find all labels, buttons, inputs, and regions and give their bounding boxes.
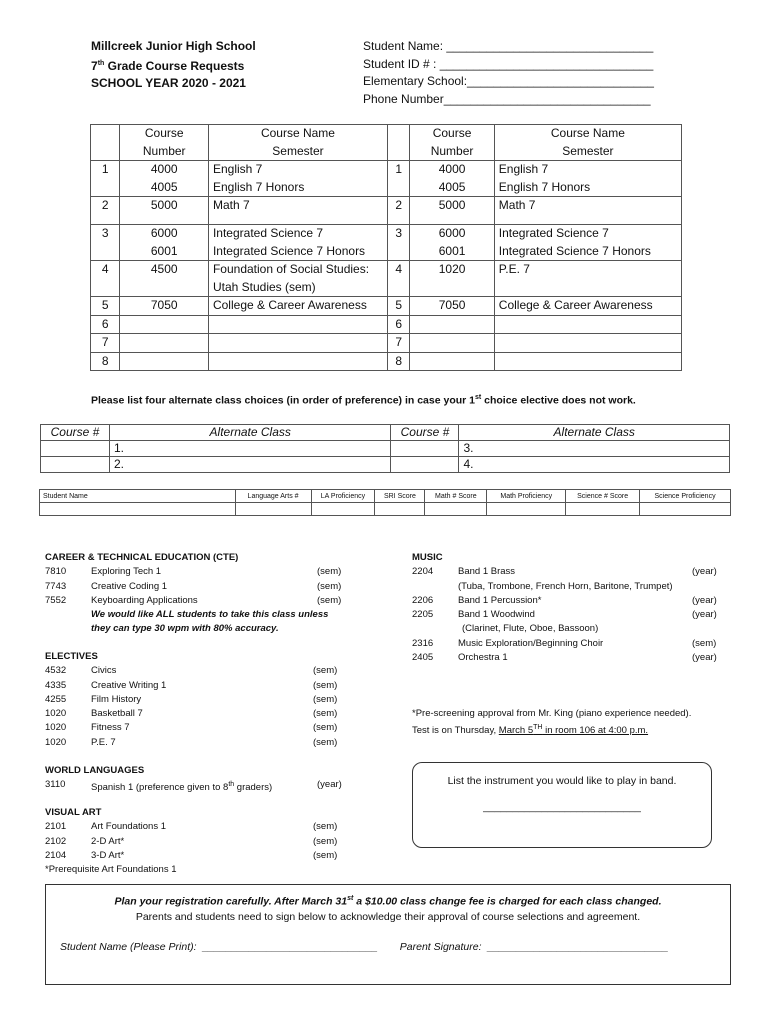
score-col-header: Math Proficiency (487, 490, 566, 503)
cell-line: English 7 Honors (498, 179, 591, 194)
score-col-header: Student Name (40, 490, 236, 503)
score-col-header: LA Proficiency (311, 490, 375, 503)
instrument-box[interactable] (412, 762, 712, 848)
course-line (45, 835, 355, 849)
course-name-cell[interactable] (208, 334, 387, 353)
cte-note: We would like ALL students to take this class unless (91, 609, 329, 621)
course-number-cell[interactable] (410, 197, 494, 225)
course-name-cell[interactable] (208, 297, 387, 316)
course-name: Creative Coding 1 (91, 580, 168, 592)
course-name (91, 778, 317, 795)
cell-line: 6001 (438, 243, 466, 258)
course-row (91, 161, 682, 197)
course-term: (sem) (317, 580, 342, 592)
cell-line: 5000 (150, 198, 178, 212)
alt-course-input[interactable] (41, 457, 110, 473)
course-line (45, 664, 355, 678)
h: Course Name (260, 126, 335, 140)
course-line (412, 608, 722, 622)
sup: st (474, 394, 482, 401)
parent-signature-label: Parent Signature: (399, 940, 482, 953)
course-row (91, 352, 682, 371)
music-section (412, 551, 722, 665)
brass-instruments: (Tuba, Trombone, French Horn, Baritone, Trumpet) (458, 580, 673, 592)
cell-line: Integrated Science 7 Honors (498, 243, 651, 258)
course-name: Civics (91, 665, 117, 677)
student-name-line[interactable]: ______________________________ (202, 940, 378, 953)
h: Semester (272, 143, 324, 158)
row-number: 4 (91, 261, 120, 297)
music-notes (412, 707, 742, 739)
col-course-name (494, 125, 681, 161)
school-year: SCHOOL YEAR 2020 - 2021 (91, 76, 246, 90)
alt-class-input[interactable]: 4. (459, 457, 730, 473)
course-number-cell[interactable] (410, 334, 494, 353)
h: Course (432, 126, 472, 140)
course-num: 1020 (45, 708, 67, 720)
t: graders) (234, 782, 273, 794)
phone-field[interactable]: Phone Number_______________________________ (363, 91, 651, 106)
row-number: 3 (387, 225, 409, 261)
col-course-number (410, 125, 494, 161)
test-date (499, 725, 648, 736)
course-row (91, 334, 682, 353)
course-term: (sem) (313, 821, 338, 833)
course-name: Band 1 Woodwind (458, 609, 535, 621)
row-number: 4 (387, 261, 409, 297)
cell-line: 6001 (150, 243, 178, 258)
course-name: 2-D Art* (91, 835, 125, 847)
course-name: Band 1 Percussion* (458, 594, 542, 606)
cell-line: 7050 (150, 298, 178, 312)
sup: th (228, 781, 235, 789)
course-name: Art Foundations 1 (91, 821, 166, 833)
score-cell[interactable] (235, 503, 311, 516)
cte-note: they can type 30 wpm with 80% accuracy. (91, 623, 279, 635)
score-col-header: Math # Score (425, 490, 487, 503)
cell-line: 7050 (438, 298, 466, 312)
score-cell[interactable] (640, 503, 731, 516)
cell-line: 6000 (150, 226, 178, 240)
school-header (91, 38, 256, 92)
row-number: 7 (91, 334, 120, 353)
course-num: 2405 (412, 652, 434, 664)
alt-class-input[interactable]: 2. (109, 457, 391, 473)
course-line (45, 693, 355, 707)
course-name: 3-D Art* (91, 849, 125, 861)
h: Course Name (550, 126, 625, 140)
h: Course (144, 126, 184, 140)
score-cell[interactable] (425, 503, 487, 516)
grade-sup: th (97, 60, 105, 67)
cell (91, 125, 120, 161)
course-row (91, 225, 682, 261)
course-line (45, 707, 355, 721)
course-line (45, 594, 355, 608)
course-line (45, 679, 355, 693)
course-number-cell[interactable] (410, 161, 494, 197)
course-name-cell[interactable] (208, 161, 387, 197)
course-number-cell[interactable] (410, 297, 494, 316)
sup: TH (533, 724, 543, 732)
course-line (412, 565, 722, 579)
section-title: ELECTIVES (45, 651, 98, 662)
cell-line: Math 7 (212, 198, 250, 212)
course-number-cell[interactable] (120, 161, 208, 197)
course-term: (sem) (313, 665, 338, 677)
course-number-cell[interactable] (120, 297, 208, 316)
course-table (90, 124, 682, 371)
cell-line: Integrated Science 7 (212, 226, 324, 240)
score-col-header: Science # Score (566, 490, 640, 503)
course-num: 4335 (45, 679, 67, 691)
row-number: 1 (387, 161, 409, 197)
course-number-cell[interactable] (410, 225, 494, 261)
instrument-label: List the instrument you would like to play in band. (447, 775, 677, 787)
course-row (91, 297, 682, 316)
cell-line: Math 7 (498, 198, 536, 212)
course-number-cell[interactable] (410, 315, 494, 334)
course-line (412, 637, 722, 651)
course-number-cell[interactable] (120, 261, 208, 297)
t: a $10.00 class change fee is charged for each class changed. (353, 895, 662, 908)
cell-line: 4005 (438, 179, 466, 194)
score-cell[interactable] (375, 503, 425, 516)
course-line (45, 736, 355, 750)
score-col-header: Language Arts # (235, 490, 311, 503)
course-num: 2316 (412, 637, 434, 649)
course-name-cell[interactable] (494, 352, 681, 371)
course-name-cell[interactable] (494, 315, 681, 334)
course-num: 2206 (412, 594, 434, 606)
student-name-field[interactable]: Student Name: _______________________________ (363, 39, 654, 53)
cell-line: 1020 (438, 262, 466, 276)
course-line (45, 778, 355, 795)
course-num: 7743 (45, 580, 67, 592)
section-title: VISUAL ART (45, 807, 102, 818)
course-table-header (91, 125, 682, 161)
course-line (412, 594, 722, 608)
course-num: 7810 (45, 566, 67, 578)
test-note (412, 721, 742, 738)
course-term: (sem) (317, 566, 342, 578)
course-name-cell[interactable] (208, 225, 387, 261)
course-num: 2104 (45, 849, 67, 861)
course-num: 2102 (45, 835, 67, 847)
course-name: Band 1 Brass (458, 566, 516, 578)
course-number-cell[interactable] (410, 352, 494, 371)
woodwind-instruments: (Clarinet, Flute, Oboe, Bassoon) (462, 623, 599, 635)
cell-line: 4005 (150, 179, 178, 194)
grade-number: 7 (91, 59, 98, 73)
languages-section (45, 764, 355, 796)
row-number: 5 (91, 297, 120, 316)
course-line (412, 651, 722, 665)
course-term: (sem) (313, 693, 338, 705)
course-name-cell[interactable] (494, 297, 681, 316)
row-number: 2 (387, 197, 409, 225)
section-title: MUSIC (412, 552, 443, 563)
course-num: 1020 (45, 722, 67, 734)
course-name-cell[interactable] (494, 225, 681, 261)
cell (387, 125, 409, 161)
score-col-header: Science Proficiency (640, 490, 731, 503)
cte-section (45, 551, 355, 637)
course-number-cell[interactable] (120, 334, 208, 353)
course-number-cell[interactable] (120, 315, 208, 334)
cell-line: Utah Studies (sem) (212, 279, 316, 294)
alt-course-input[interactable] (41, 441, 110, 457)
alt-class-input[interactable]: 1. (109, 441, 391, 457)
cell-line: 4000 (150, 162, 178, 176)
course-name-cell[interactable] (494, 261, 681, 297)
course-term: (sem) (313, 736, 338, 748)
grade-title (91, 55, 256, 75)
section-title: WORLD LANGUAGES (45, 765, 145, 776)
course-line (45, 565, 355, 579)
alt-header-course: Course # (391, 425, 459, 441)
cell-line: 4500 (150, 262, 178, 276)
alternates-instructions (91, 394, 636, 407)
course-name: Orchestra 1 (458, 652, 508, 664)
row-number: 3 (91, 225, 120, 261)
course-term: (sem) (313, 679, 338, 691)
course-name: Film History (91, 693, 142, 705)
course-name-cell[interactable] (208, 261, 387, 297)
alt-class-input[interactable]: 3. (459, 441, 730, 457)
course-name-cell[interactable] (208, 352, 387, 371)
course-num: 4255 (45, 693, 67, 705)
course-num: 2204 (412, 566, 434, 578)
cell-line: English 7 Honors (212, 179, 305, 194)
course-num: 3110 (45, 779, 66, 791)
course-row (91, 261, 682, 297)
t: Test is on Thursday, (412, 725, 499, 737)
footer-box (45, 884, 731, 985)
student-id-field[interactable]: Student ID # : ________________________________ (363, 56, 654, 71)
col-course-name (208, 125, 387, 161)
score-header (40, 490, 731, 503)
course-term: (year) (317, 779, 342, 791)
course-name-cell[interactable] (494, 334, 681, 353)
visual-art-section (45, 806, 355, 877)
cell-line: College & Career Awareness (498, 298, 653, 312)
parent-signature-line[interactable]: _______________________________ (487, 940, 669, 953)
row-number: 7 (387, 334, 409, 353)
course-term: (sem) (692, 637, 717, 649)
instrument-line[interactable]: ___________________________ (483, 801, 641, 813)
course-num: 7552 (45, 594, 67, 606)
alt-header-class: Alternate Class (109, 425, 391, 441)
cell-line: 6000 (438, 226, 466, 240)
t: choice elective does not work. (481, 394, 636, 407)
alternates-table (40, 424, 730, 473)
fee-notice (46, 895, 730, 908)
visual-note: *Prerequisite Art Foundations 1 (45, 864, 177, 876)
score-cell[interactable] (40, 503, 236, 516)
course-line (45, 849, 355, 863)
cell-line: English 7 (212, 162, 263, 176)
course-name-cell[interactable] (208, 315, 387, 334)
course-term: (sem) (313, 708, 338, 720)
course-name: P.E. 7 (91, 736, 116, 748)
course-line (45, 820, 355, 834)
course-num: 4532 (45, 665, 67, 677)
course-num: 2101 (45, 821, 67, 833)
cell-line: 5000 (438, 198, 466, 212)
score-cell[interactable] (566, 503, 640, 516)
student-name-label: Student Name (Please Print): (60, 940, 197, 953)
course-term: (sem) (313, 849, 338, 861)
row-number: 8 (91, 352, 120, 371)
row-number: 6 (91, 315, 120, 334)
course-number-cell[interactable] (120, 225, 208, 261)
t: Plan your registration carefully. After March 31 (114, 895, 348, 908)
course-name: Fitness 7 (91, 722, 130, 734)
school-name: Millcreek Junior High School (91, 39, 256, 53)
course-term: (sem) (317, 594, 342, 606)
t: in room 106 at 4:00 p.m. (542, 725, 649, 737)
cell-line: College & Career Awareness (212, 298, 367, 312)
cell-line: Foundation of Social Studies: (212, 262, 370, 276)
row-number: 2 (91, 197, 120, 225)
course-term: (year) (692, 652, 717, 664)
cell-line: English 7 (498, 162, 549, 176)
course-number-cell[interactable] (120, 352, 208, 371)
t: Spanish 1 (preference given to 8 (91, 782, 229, 794)
cell-line: Integrated Science 7 Honors (212, 243, 366, 258)
course-name-cell[interactable] (494, 197, 681, 225)
course-name: Exploring Tech 1 (91, 566, 162, 578)
h: Number (430, 143, 474, 158)
course-name: Creative Writing 1 (91, 679, 167, 691)
score-col-header: SRI Score (375, 490, 425, 503)
course-line (45, 580, 355, 594)
course-term: (year) (692, 566, 717, 578)
course-number-cell[interactable] (410, 261, 494, 297)
score-table (39, 489, 731, 516)
h: Semester (562, 143, 614, 158)
course-num: 2205 (412, 609, 434, 621)
course-line (45, 721, 355, 735)
row-number: 6 (387, 315, 409, 334)
cell-line: Integrated Science 7 (498, 226, 609, 240)
grade-rest: Grade Course Requests (104, 59, 245, 73)
score-cell[interactable] (311, 503, 375, 516)
course-term: (year) (692, 594, 717, 606)
electives-section (45, 650, 355, 750)
course-name-cell[interactable] (494, 161, 681, 197)
student-info (363, 38, 654, 108)
col-course-number (120, 125, 208, 161)
signature-row (46, 941, 730, 953)
course-name: Basketball 7 (91, 708, 143, 720)
course-term: (sem) (313, 722, 338, 734)
course-num: 1020 (45, 736, 67, 748)
course-row (91, 197, 682, 225)
prescreen-note: *Pre-screening approval from Mr. King (piano experience needed). (412, 708, 692, 719)
t: Please list four alternate class choices (in order of preference) in case your 1 (91, 394, 475, 407)
elementary-school-field[interactable]: Elementary School:____________________________ (363, 74, 654, 88)
course-term: (sem) (313, 835, 338, 847)
row-number: 5 (387, 297, 409, 316)
course-name: Keyboarding Applications (91, 594, 198, 606)
course-name-cell[interactable] (208, 197, 387, 225)
h: Number (142, 143, 186, 158)
acknowledge-text: Parents and students need to sign below to acknowledge their approval of course selections and agreement. (135, 910, 641, 923)
course-name: Music Exploration/Beginning Choir (458, 637, 604, 649)
alt-course-input[interactable] (391, 457, 459, 473)
section-title: CAREER & TECHNICAL EDUCATION (CTE) (45, 552, 239, 563)
score-row (40, 503, 731, 516)
score-cell[interactable] (487, 503, 566, 516)
course-row (91, 315, 682, 334)
alt-course-input[interactable] (391, 441, 459, 457)
alt-header-class: Alternate Class (459, 425, 730, 441)
sup: st (347, 895, 354, 902)
t: March 5 (498, 725, 534, 737)
cell-line: 4000 (438, 162, 466, 176)
cell-line: P.E. 7 (498, 262, 530, 276)
alt-header-course: Course # (41, 425, 110, 441)
course-number-cell[interactable] (120, 197, 208, 225)
course-term: (year) (692, 609, 717, 621)
row-number: 1 (91, 161, 120, 197)
row-number: 8 (387, 352, 409, 371)
